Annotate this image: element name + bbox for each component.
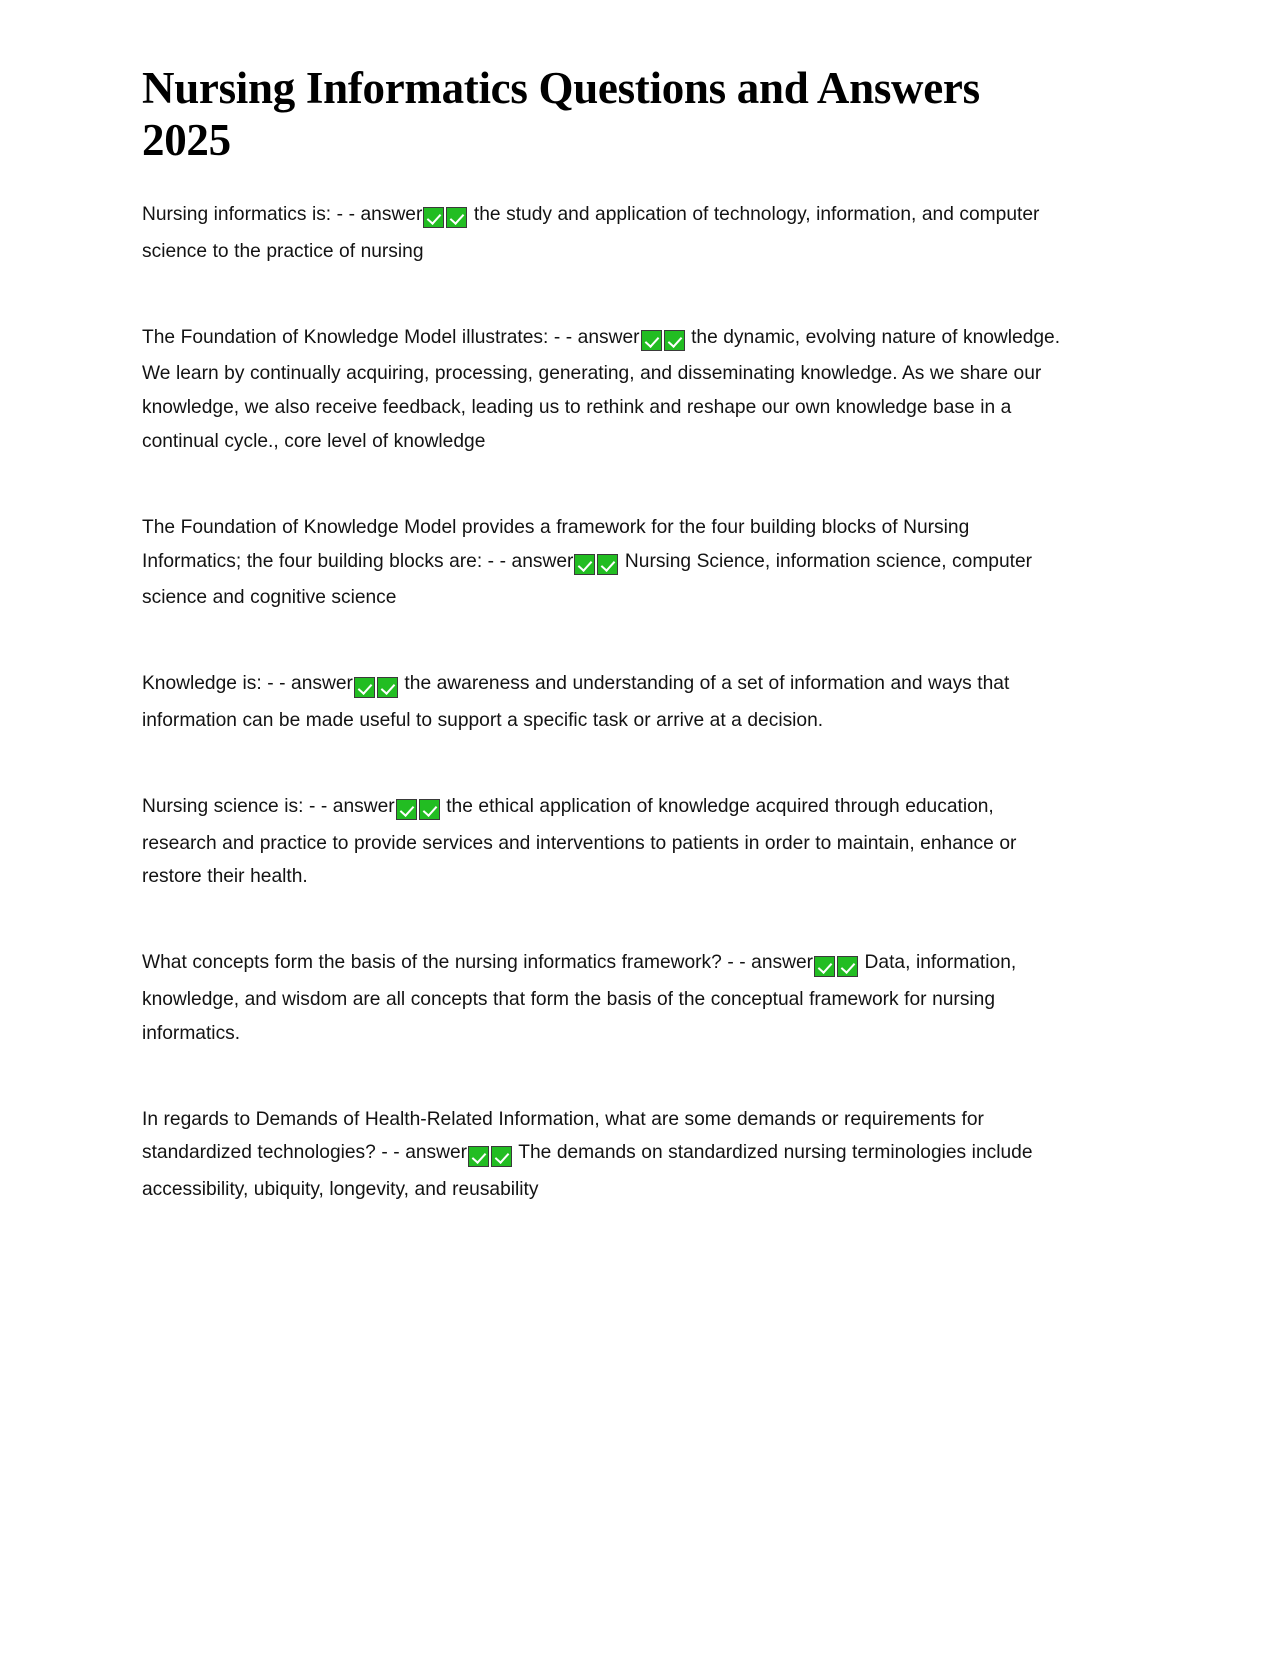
answer-separator-label: - - answer (375, 1142, 468, 1164)
answer-text: Nursing Science, information science, computer science and cognitive science (142, 550, 1033, 609)
answer-text: the dynamic, evolving nature of knowledge. We learn by continually acquiring, processing, generating, and disseminating knowledge. As we share our knowledge, we also receive feedback, leading us to rethink and reshape our own knowledge base in a continual cycle., core level of knowledge (142, 326, 1061, 452)
question-text: Nursing science is: (142, 795, 304, 817)
white-check-mark-icon (814, 956, 835, 977)
question-text: What concepts form the basis of the nursing informatics framework? (142, 952, 722, 974)
answer-text: The demands on standardized nursing terminologies include accessibility, ubiquity, longevity, and reusability (142, 1142, 1033, 1201)
white-check-mark-icon (396, 799, 417, 820)
white-check-mark-icon (491, 1146, 512, 1167)
white-check-mark-icon (641, 330, 662, 351)
qa-list (142, 198, 1065, 1207)
answer-check-icons (353, 670, 399, 704)
white-check-mark-icon (354, 677, 375, 698)
question-text: In regards to Demands of Health-Related Information, what are some demands or requirements for standardized technologies? (142, 1108, 984, 1164)
qa-item-7 (142, 1103, 1065, 1207)
answer-check-icons (640, 324, 686, 358)
answer-separator-label: - - answer (303, 795, 395, 817)
answer-separator-label: - - answer (261, 673, 353, 695)
answer-text: the ethical application of knowledge acquired through education, research and practice to provide services and interventions to patients in order to maintain, enhance or restore their health. (142, 795, 1017, 888)
answer-separator-label: - - answer (548, 326, 640, 348)
white-check-mark-icon (597, 554, 618, 575)
white-check-mark-icon (419, 799, 440, 820)
white-check-mark-icon (837, 956, 858, 977)
answer-check-icons (467, 1139, 513, 1173)
white-check-mark-icon (446, 207, 467, 228)
qa-item-1 (142, 198, 1065, 269)
answer-check-icons (813, 949, 859, 983)
qa-item-3 (142, 511, 1065, 615)
question-text: Nursing informatics is: (142, 204, 332, 225)
white-check-mark-icon (377, 677, 398, 698)
question-text: The Foundation of Knowledge Model illustrates: (142, 326, 549, 348)
qa-item-4 (142, 667, 1065, 738)
qa-item-5 (142, 790, 1065, 894)
white-check-mark-icon (574, 554, 595, 575)
qa-item-6 (142, 946, 1065, 1050)
answer-separator-label: - - answer (482, 550, 574, 572)
white-check-mark-icon (423, 207, 444, 228)
qa-item-2 (142, 321, 1065, 459)
answer-text: the study and application of technology, information, and computer science to the practice of nursing (142, 204, 1040, 262)
answer-separator-label: - - answer (331, 204, 423, 225)
answer-check-icons (395, 793, 441, 827)
answer-separator-label: - - answer (721, 952, 814, 974)
answer-check-icons (573, 548, 619, 582)
page-title: Nursing Informatics Questions and Answers 2025 (142, 63, 980, 165)
answer-check-icons (422, 201, 468, 235)
answer-text: the awareness and understanding of a set of information and ways that information can be made useful to support a specific task or arrive at a decision. (142, 673, 1010, 731)
question-text: The Foundation of Knowledge Model provides a framework for the four building blocks of Nursing Informatics; the four building blocks are: (142, 516, 970, 572)
white-check-mark-icon (468, 1146, 489, 1167)
answer-text: Data, information, knowledge, and wisdom are all concepts that form the basis of the conceptual framework for nursing informatics. (142, 952, 1017, 1044)
white-check-mark-icon (664, 330, 685, 351)
question-text: Knowledge is: (142, 673, 262, 695)
